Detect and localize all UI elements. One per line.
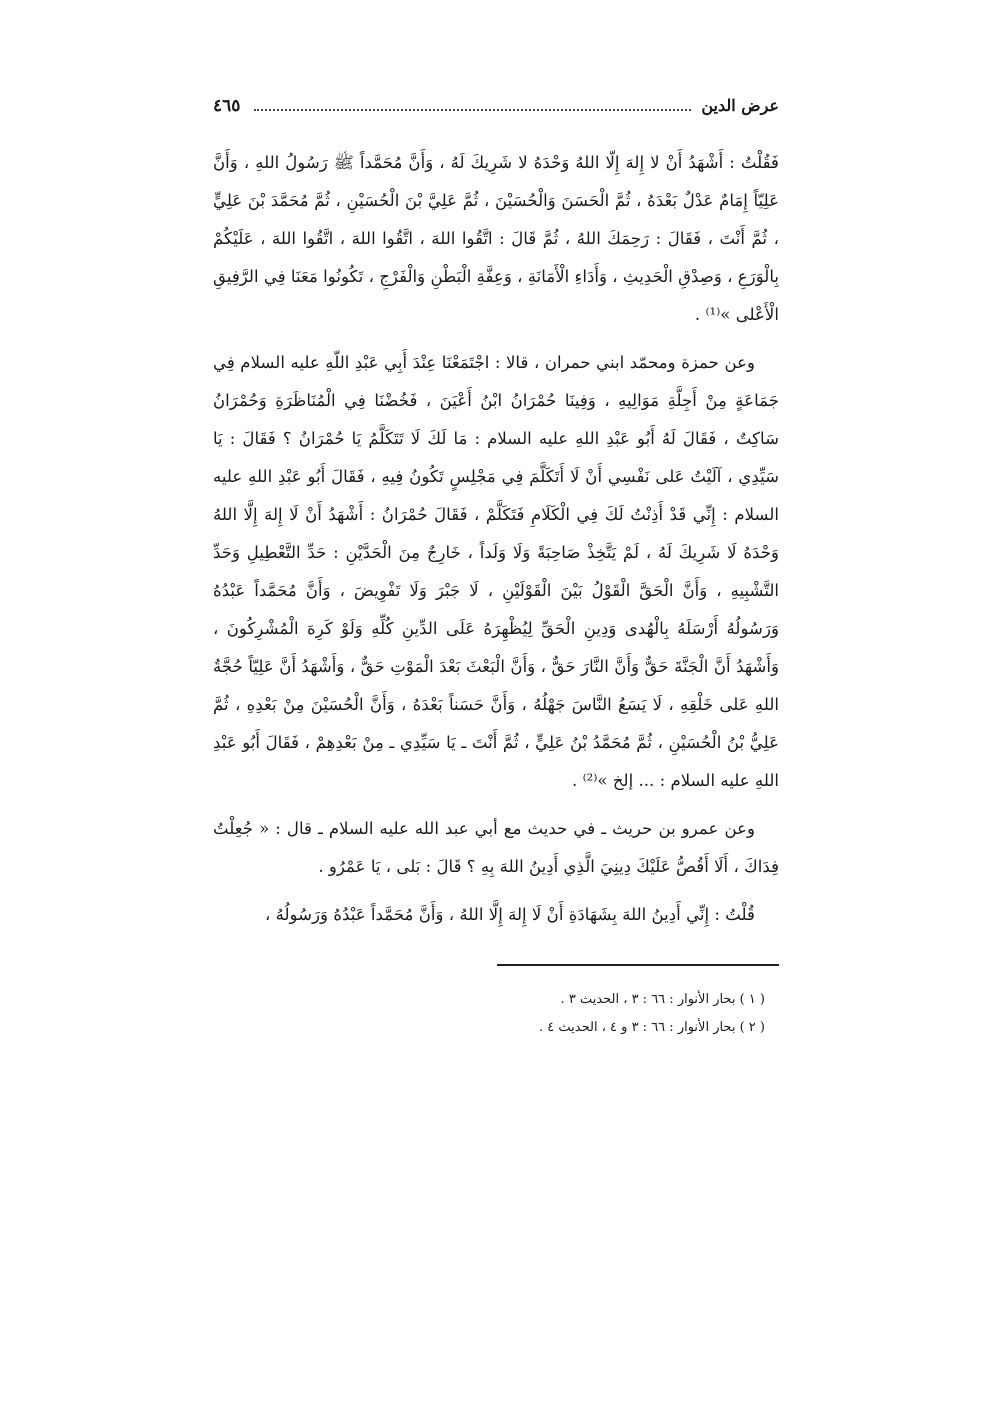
footnote-separator bbox=[497, 964, 779, 966]
page-number: ٤٦٥ bbox=[213, 96, 241, 116]
book-page bbox=[213, 96, 779, 1042]
running-header bbox=[213, 96, 779, 126]
running-header-title: عرض الدين bbox=[701, 96, 779, 115]
footnote: ( ١ ) بحار الأنوار : ٦٦ : ٣ ، الحديث ٣ . bbox=[560, 992, 765, 1007]
paragraph: وعن حمزة ومحمّد ابني حمران ، قالا : اجْتَمَعْنَا عِنْدَ أَبِي عَبْدِ اللّهِ عليه السلام فِي جَمَاعَةٍ مِنْ أَجِلَّةِ مَوَالِيهِ ، وَفِينَا حُمْرَانُ ابْنُ أَعْيَنَ ، فَخُضْنَا فِي الْمُنَاظَرَةِ وَحُمْرَانُ سَاكِتٌ ، فَقَالَ لَهُ أَبُو عَبْدِ اللهِ عليه السلام : مَا لَكَ لَا تَتَكَلَّمُ يَا حُمْرَانُ ؟ فَقَالَ : يَا سَيِّدِي ، آلَيْتُ عَلى نَفْسِي أَنْ لَا أَتَكَلَّمَ فِي مَجْلِسٍ تَكُونُ فِيهِ ، فَقَالَ أَبُو عَبْدِ اللهِ عليه السلام : إِنِّي قَدْ أَذِنْتُ لَكَ فِي الْكَلَامِ فَتَكَلَّمْ ، فَقَالَ حُمْرَانُ : أَشْهَدُ أَنْ لَا إِلهَ إِلَّا اللهُ وَحْدَهُ لَا شَرِيكَ لَهُ ، لَمْ يَتَّخِذْ صَاحِبَةً وَلَا وَلَداً ، خَارِجٌ مِنَ الْحَدَّيْنِ : حَدِّ التَّعْطِيلِ وَحَدِّ التَّشْبِيهِ ، وَأَنَّ الْحَقَّ الْقَوْلُ بَيْنَ الْقَوْلَيْنِ ، لَا جَبْرَ وَلَا تَفْوِيضَ ، وَأَنَّ مُحَمَّداً عَبْدُهُ وَرَسُولُهُ أَرْسَلَهُ بِالْهُدى وَدِينِ الْحَقِّ لِيُظْهِرَهُ عَلَى الدِّينِ كُلِّهِ وَلَوْ كَرِهَ الْمُشْرِكُونَ ، وَأَشْهَدُ أَنَّ الْجَنَّةَ حَقٌّ وَأَنَّ النَّارَ حَقٌّ ، وَأَنَّ الْبَعْثَ بَعْدَ الْمَوْتِ حَقٌّ ، وَأَشْهَدُ أَنَّ عَلِيّاً حُجَّةُ اللهِ عَلى خَلْقِهِ ، لَا يَسَعُ النَّاسَ جَهْلُهُ ، وَأَنَّ حَسَناً بَعْدَهُ ، وَأَنَّ الْحُسَيْنَ مِنْ بَعْدِهِ ، ثُمَّ عَلِيُّ بْنُ الْحُسَيْنِ ، ثُمَّ مُحَمَّدُ بْنُ عَلِيٍّ ، ثُمَّ أَنْتَ ـ يَا سَيِّدِي ـ مِنْ بَعْدِهِمْ ، فَقَالَ أَبُو عَبْدِ اللهِ عليه السلام : ... إلخ »⁽²⁾ . bbox=[213, 353, 779, 790]
paragraph: فَقُلْتُ : أَشْهَدُ أَنْ لا إِلهَ إِلّا اللهُ وَحْدَهُ لا شَرِيكَ لَهُ ، وَأَنَّ مُحَمَّداً ﷺ رَسُولُ اللهِ ، وَأَنَّ عَلِيّاً إِمَامٌ عَدْلٌ بَعْدَهُ ، ثُمَّ الْحَسَنَ وَالْحُسَيْنَ ، ثُمَّ عَلِيَّ بْنَ الْحُسَيْنِ ، ثُمَّ مُحَمَّدَ بْنَ عَلِيٍّ ، ثُمَّ أَنْتَ ، فَقَالَ : رَحِمَكَ اللهُ ، ثُمَّ قَالَ : اتَّقُوا اللهَ ، اتَّقُوا اللهَ ، اتَّقُوا اللهَ ، عَلَيْكُمْ بِالْوَرَعِ ، وَصِدْقِ الْحَدِيثِ ، وَأَدَاءِ الْأَمَانَةِ ، وَعِفَّةِ الْبَطْنِ وَالْفَرْجِ ، تَكُونُوا مَعَنَا فِي الرَّفِيقِ الْأَعْلى »⁽¹⁾ . bbox=[213, 153, 779, 324]
paragraph: وعن عمرو بن حريث ـ في حديث مع أبي عبد الله عليه السلام ـ قال : « جُعِلْتُ فِدَاكَ ، أَلَا أَقُصُّ عَلَيْكَ دِينِيَ الَّذِي أَدِينُ اللهَ بِهِ ؟ قَالَ : بَلى ، يَا عَمْرُو . bbox=[213, 819, 779, 876]
main-text bbox=[213, 144, 779, 934]
header-dot-leader bbox=[254, 109, 691, 111]
footnotes bbox=[213, 986, 779, 1042]
footnote: ( ٢ ) بحار الأنوار : ٦٦ : ٣ و ٤ ، الحديث ٤ . bbox=[539, 1020, 765, 1035]
paragraph: قُلْتُ : إِنِّي أَدِينُ اللهَ بِشَهَادَةِ أَنْ لَا إِلهَ إِلَّا اللهُ ، وَأَنَّ مُحَمَّداً عَبْدُهُ وَرَسُولُهُ ، bbox=[264, 905, 755, 924]
